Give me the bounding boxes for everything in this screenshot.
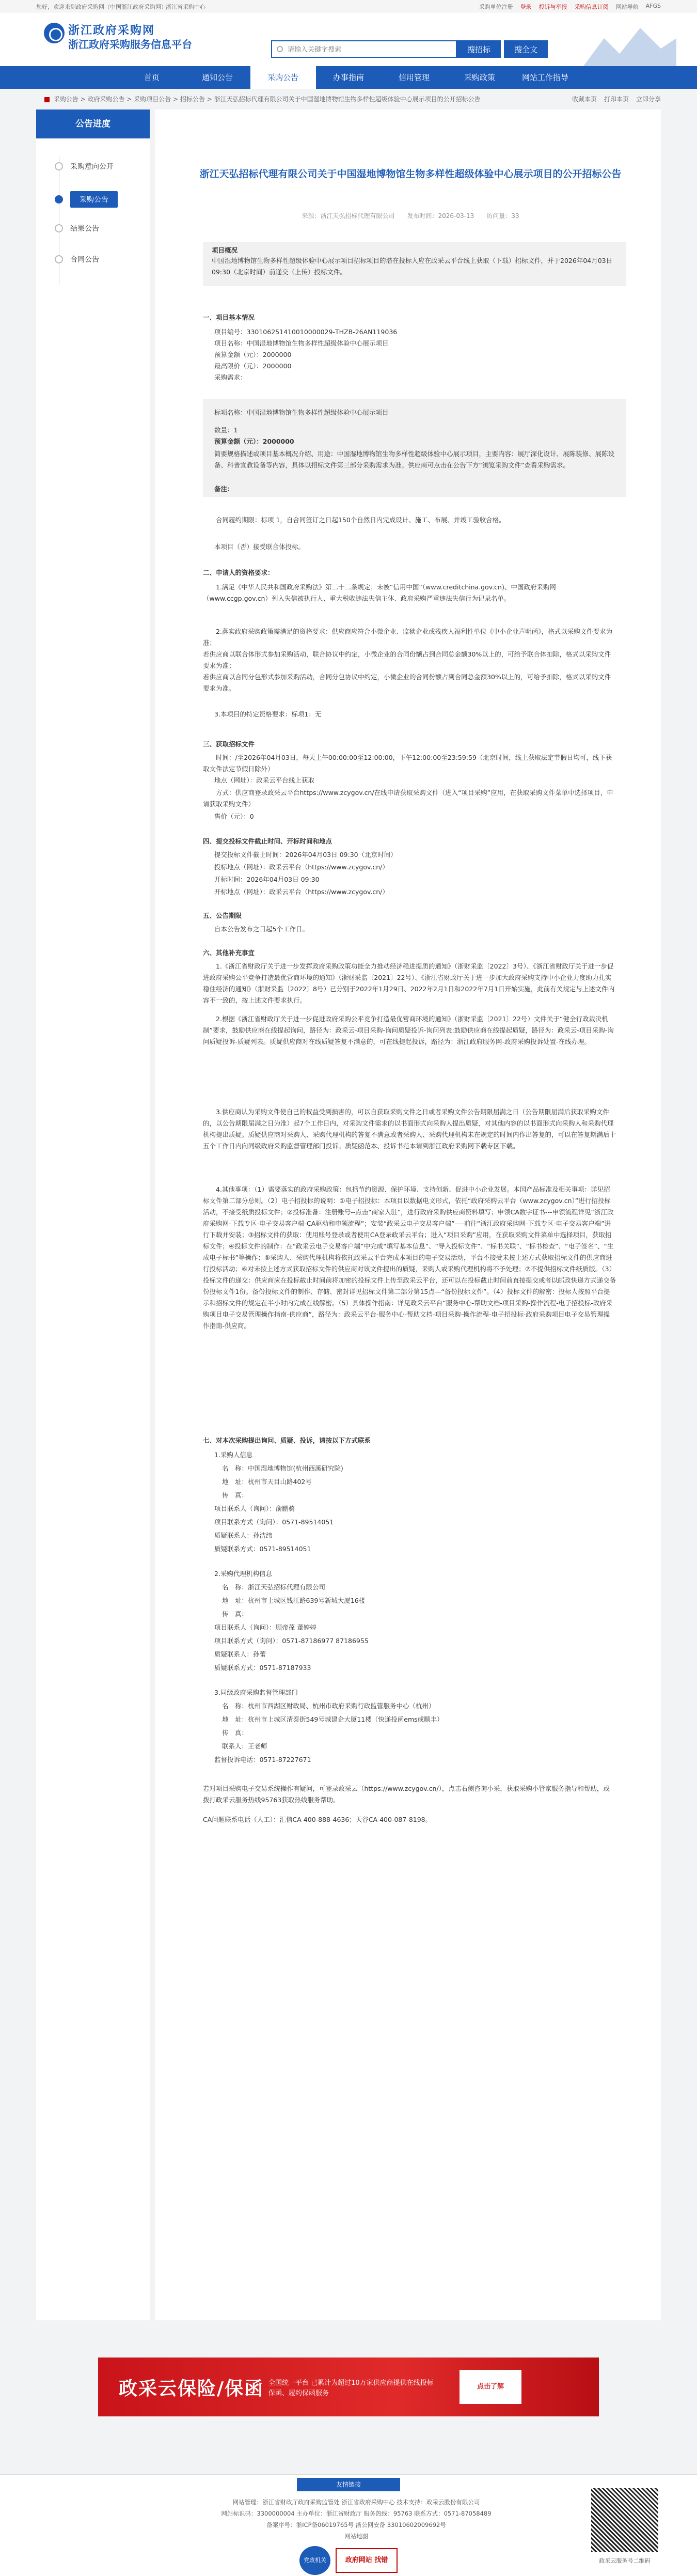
lot-name: 标项名称：中国湿地博物馆生物多样性超级体验中心展示项目 (214, 409, 389, 416)
qualification-1: 1.满足《中华人民共和国政府采购法》第二十二条规定；未被“信用中国”（www.creditchina.gov.cn)、中国政府采购网（www.ccgp.gov.cn）列入失信被执行人、重大税收违法失信主体、政府采购严重违法失信行为记录名单。 (203, 583, 556, 602)
nav-home[interactable]: 首页 (144, 73, 160, 82)
party-gov-badge-icon[interactable]: 党政机关 (299, 2546, 330, 2575)
max-price: 最高限价（元）：2000000 (214, 362, 292, 370)
contact-1-line: 名 称：中国湿地博物馆(杭州西溪研究院) (222, 1464, 343, 1472)
welcome-text: 您好，欢迎来到政府采购网（中国浙江政府采购网）·浙江省采购中心 (36, 4, 205, 10)
lot-qty: 数量：1 (214, 426, 238, 434)
breadcrumb (36, 89, 661, 110)
open-time: 开标时间：2026年04月03日 09:30 (214, 876, 320, 883)
nav-notices[interactable]: 通知公告 (201, 73, 233, 82)
footer-line: 网站标识码：3300000004 主办单位：浙江省财政厅 服务热线：95763 联系方式：0571-87058489 (221, 2510, 492, 2517)
qr-code-icon (591, 2488, 658, 2552)
sidebar-item-notice[interactable]: 采购公告 (55, 191, 118, 208)
footer-info (155, 2496, 558, 2542)
search-input[interactable] (272, 41, 456, 57)
get-time: 时间：/至2026年04月03日，每天上午00:00:00至12:00:00，下午12:00:00至23:59:59（北京时间，线上获取法定节假日均可，线下获取文件法定节假日除外） (203, 754, 612, 773)
get-place: 地点（网址）：政采云平台线上获取 (214, 776, 314, 784)
share-link[interactable]: 立即分享 (636, 96, 661, 103)
other-2: 2.根据《浙江省财政厅关于进一步促进政府采购公平竞争打造最优营商环境的通知》（浙财采监〔2021〕22号）文件关于“健全行政裁决机制”要求，鼓励供应商在线提起询问，路径为：政采云-项目采购-询问质疑投诉-询问列表:鼓励供应商在线提起质疑，路径为：政采云-项目采购-询问质疑投诉-质疑列表。质疑供应商对在线质疑答复不满意的，可在线提起投诉，路径为：浙江政府服务网-政府采购投诉处置-在线办理。 (203, 1015, 614, 1045)
get-price: 售价（元）：0 (214, 813, 254, 820)
other-1: 1.《浙江省财政厅关于进一步发挥政府采购政策功能全力推动经济稳进提质的通知》（浙财采监〔2022〕3号）、《浙江省财政厅关于进一步促进政府采购公平竞争打造最优营商环境的通知》（浙财采监〔2021〕22号）、《浙江省财政厅关于进一步加大政府采购支持中小企业力度助力扎实稳住经济的通知》（浙财采监〔2022〕8号）已分别于2022年1月29日、2022年2月1日和2022年7月1日开始实施，此前有关规定与上述文件内容不一致的，按上述文件要求执行。 (203, 962, 615, 1004)
footer (0, 2474, 697, 2576)
overview-text: 中国湿地博物馆生物多样性超级体验中心展示项目招标项目的潜在投标人应在政采云平台线上获取（下载）招标文件，并于2026年04月03日 09:30（北京时间）前递交（上传）投标文件。 (212, 257, 613, 276)
contact-1-line: 传 真： (222, 1491, 248, 1499)
top-link-login[interactable]: 登录 (520, 4, 532, 10)
contact-3-line: 地 址：杭州市上城区清泰街549号城建企大厦11楼（快递投函ems或顺丰） (222, 1715, 443, 1723)
search-box (271, 40, 457, 58)
sidebar-item-result[interactable]: 结果公告 (55, 223, 99, 233)
contact-2-line: 名 称：浙江天弘招标代理有限公司 (222, 1583, 326, 1591)
section-6: 六、其他补充事宜 (203, 949, 255, 957)
top-bar (0, 0, 697, 12)
section-5: 五、公告期限 (203, 912, 242, 919)
qr-caption: 政采云服务号二维码 (599, 2557, 651, 2564)
contact-3-title: 3.同级政府采购监督管理部门 (214, 1689, 298, 1696)
contact-3-line: 联系人：王老师 (222, 1742, 267, 1750)
qualification-3: 3.本项目的特定资格要求：标项1：无 (214, 710, 322, 718)
contact-3-line: 传 真： (222, 1729, 248, 1737)
contact-1-line: 项目联系人（询问）：俞鹏骑 (214, 1505, 295, 1512)
ad-title: 政采云保险/保函 (119, 2378, 264, 2399)
contact-1-title: 1.采购人信息 (214, 1451, 253, 1459)
timeline-dot (55, 255, 63, 263)
section-2: 二、申请人的资格要求： (203, 569, 274, 576)
contact-3-line: 监督投诉电话：0571-87227671 (214, 1756, 311, 1763)
contact-1-line: 质疑联系人：孙洁纬 (214, 1532, 273, 1539)
section-4: 四、提交投标文件截止时间、开标时间和地点 (203, 837, 332, 845)
project-code: 项目编号：330106251410010000029-THZB-26AN119036 (214, 328, 398, 336)
section-7: 七、对本次采购提出询问、质疑、投诉，请按以下方式联系 (203, 1437, 371, 1444)
progress-sidebar (36, 110, 150, 2320)
requirements-label: 采购需求： (214, 373, 247, 381)
project-name: 项目名称：中国湿地博物馆生物多样性超级体验中心展示项目 (214, 339, 389, 347)
nav-procurement[interactable]: 采购公告 (250, 66, 316, 89)
qualification-2: 2.落实政府采购政策需满足的资格要求：供应商应符合小微企业、监狱企业或残疾人福利性单位《中小企业声明函》，格式以采购文件要求为准； 若供应商以联合体形式参加采购活动，联合协议中约定，小微企业的合同份额占到合同总金额30%以上的，可给予联合体扣除，格式以采购文件要求为准； 若供应商以合同分包形式参加采购活动，合同分包协议中约定，小微企业的合同份额占到合同总金额30%以上的，可给予扣除，格式以采购文件要求为准。 (203, 628, 613, 692)
timeline-dot (55, 195, 63, 204)
lot-budget: 预算金额（元）：2000000 (214, 438, 294, 445)
breadcrumb-path[interactable]: 采购公告 > 政府采购公告 > 采购项目公告 > 招标公告 > 浙江天弘招标代理有限公司关于中国湿地博物馆生物多样性超级体验中心展示项目的公开招标公告 (53, 96, 481, 103)
contact-2-title: 2.采购代理机构信息 (214, 1570, 272, 1578)
budget: 预算金额（元）：2000000 (214, 351, 292, 358)
notice-content (155, 110, 661, 2320)
print-link[interactable]: 打印本页 (604, 96, 629, 103)
contract-period: 合同履约期限：标项 1，自合同签订之日起150个自然日内完成设计、施工、布展、并竣工验收合格。 (216, 516, 505, 524)
lot-memo: 备注： (214, 485, 234, 493)
page-title: 浙江天弘招标代理有限公司关于中国湿地博物馆生物多样性超级体验中心展示项目的公开招标公告 (199, 168, 622, 180)
nav-work[interactable]: 网站工作指导 (521, 73, 568, 82)
contact-2-line: 传 真： (222, 1610, 248, 1618)
bid-address: 投标地点（网址）：政采云平台（https://www.zcygov.cn/） (214, 863, 389, 871)
search-bid-button[interactable]: 搜招标 (457, 40, 501, 58)
sidebar-item-intent[interactable]: 采购意向公开 (55, 161, 114, 171)
top-link-sitemap[interactable]: 网站导航 (615, 4, 639, 10)
get-method: 方式：供应商登录政采云平台https://www.zcygov.cn/在线申请获取采购文件（进入“项目采购”应用，在获取采购文件菜单中选择项目，申请获取采购文件） (203, 789, 613, 808)
lot-description: 简要规格描述或项目基本概况介绍、用途：中国湿地博物馆生物多样性超级体验中心展示项目，主要内容：展厅深化设计、展陈装修、展陈设备、科普宣教设备等内容，具体以招标文件第三部分采购需求为准。供应商可点击在公告下方“浏览采购文件”查看采购需求。 (214, 450, 615, 469)
site-title[interactable]: 浙江政府采购网 (68, 24, 155, 37)
contact-1-line: 项目联系方式（询问）：0571-89514051 (214, 1518, 334, 1526)
contact-2-line: 质疑联系方式：0571-87187933 (214, 1664, 311, 1672)
footer-sitemap-link[interactable]: 网站地图 (344, 2533, 368, 2540)
friend-links-button[interactable]: 友情链接 (297, 2478, 400, 2491)
section-3: 三、获取招标文件 (203, 740, 255, 748)
notice-meta: 来源：浙江天弘招标代理有限公司 发布时间：2026-03-13 访问量：33 (302, 212, 519, 220)
top-link-subscribe[interactable]: 采购信息订阅 (574, 4, 609, 10)
union-bid: 本项目（否）接受联合体投标。 (214, 543, 305, 551)
nav-guide[interactable]: 办事指南 (332, 73, 364, 82)
contact-2-line: 项目联系方式（询问）：0571-87186977 87186955 (214, 1637, 369, 1645)
top-link-complaint[interactable]: 投诉与举报 (538, 4, 567, 10)
contact-2-line: 质疑联系人：孙蕾 (214, 1650, 266, 1658)
nav-credit[interactable]: 信用管理 (398, 73, 430, 82)
notice-period: 自本公告发布之日起5个工作日。 (214, 925, 309, 933)
contact-3-line: 名 称：杭州市西湖区财政局、杭州市政府采购行政监管服务中心（杭州） (222, 1702, 435, 1710)
overview-title: 项目概况 (212, 246, 238, 254)
open-address: 开标地点（网址）：政采云平台（https://www.zcygov.cn/） (214, 888, 389, 896)
tail-note-2: CA问题联系电话（人工）：汇信CA 400-888-4636；天谷CA 400-087-8198。 (203, 1816, 432, 1823)
timeline-dot (55, 224, 63, 232)
ad-cta-button[interactable]: 点击了解 (460, 2370, 521, 2404)
nav-policy[interactable]: 采购政策 (464, 73, 495, 82)
section-1: 一、项目基本情况 (203, 314, 255, 321)
tail-note-1: 若对项目采购电子交易系统操作有疑问，可登录政采云（https://www.zcygov.cn/），点击右侧咨询小采，获取采购小管家服务指导和帮助，或拨打政采云服务热线95763获取热线服务帮助。 (203, 1785, 610, 1804)
sidebar-title: 公告进度 (36, 110, 150, 138)
contact-2-line: 项目联系人（询问）：顾帝葆 董婷婷 (214, 1623, 316, 1631)
home-icon[interactable] (44, 97, 50, 102)
mountain-decoration-icon (583, 23, 676, 66)
contact-1-line: 地 址：杭州市天目山路402号 (222, 1478, 312, 1486)
ad-banner[interactable] (98, 2358, 599, 2416)
sidebar-item-contract[interactable]: 合同公告 (55, 254, 99, 264)
site-logo-icon[interactable] (44, 23, 65, 43)
other-3: 3.供应商认为采购文件使自己的权益受到损害的，可以自获取采购文件之日或者采购文件公告期限届满之日（公告期限届满后获取采购文件的，以公告期限届满之日为准）起7个工作日内，对采购文件需求的以书面形式向采购人提出质疑，对其他内容的以书面形式向采购人和采购代理机构提出质疑。质疑供应商对采购人、采购代理机构的答复不满意或者采购人、采购代理机构未在规定的时间内作出答复的，可以在答复期满后十五个工作日内向同级政府采购监督管理部门投诉。质疑函范本、投诉书范本请到浙江政府采购网下载专区下载。 (203, 1108, 616, 1150)
favorite-link[interactable]: 收藏本页 (572, 96, 597, 103)
deadline: 提交投标文件截止时间：2026年04月03日 09:30（北京时间） (214, 851, 397, 858)
ad-subtitle: 全国统一平台 已累计为超过10万家供应商提供在线投标保函、履约保函服务 (268, 2379, 434, 2397)
footer-line: 网站管理：浙江省财政厅政府采购监管处 浙江省政府采购中心 技术支持：政采云股份有限公司 (232, 2499, 480, 2506)
other-4: 4.其他事项：（1）需要落实的政府采购政策：包括节约资源、保护环境、支持创新、促进中小企业发展。本国产品标准及相关事项：详见招标文件第二部分总则。（2）电子招投标的说明：①电子招投标：本项目以数据电文形式，依托“政府采购云平台（www.zcygov.cn）”进行招投标活动，不接受纸质投标文件；②投标准备：注册账号--点击“商家入驻”，进行政府采购供应商资料填写；申领CA数字证书---申领流程详见“浙江政府采购网-下载专区-电子交易客户端-CA驱动和申领流程”；安装“政采云电子交易客户端”----前往“浙江政府采购网-下载专区-电子交易客户端”进行下载并安装；③招标文件的获取：使用账号登录或者使用CA登录政采云平台；进入“项目采购”应用，在获取采购文件菜单中选择项目，获取招标文件；④投标文件的制作：在“政采云电子交易客户端”中完成“填写基本信息”、“导入投标文件”、“标书关联”、“标书检查”、“电子签名”、“生成电子标书”等操作；⑤采购人、采购代理机构将依托政采云平台完成本项目的电子交易活动，平台不接受未按上述方式获取招标文件的供应商进行投标活动；⑥对未按上述方式获取招标文件的供应商对该文件提出的质疑，采购人或采购代理机构将不予处理；⑦不提供招标文件纸质版。（3）投标文件的递交：供应商应在投标截止时间前将加密的投标文件上传至政采云平台，还可以在投标截止时间前直接提交或者以邮政快递方式递交备份投标文件1份。备份投标文件的制作、存储、密封详见招标文件第二部分第15点—“备份投标文件”。（4）投标文件的解密：投标人按照平台提示和招标文件的规定在半小时内完成在线解密。（5）具体操作指南：详见政采云平台“服务中心-帮助文档-项目采购-操作流程-电子招投标-政府采购项目电子交易管理操作指南-供应商”，路径为：政采云平台-服务中心-帮助文档-项目采购-操作流程-电子招投标-政府采购项目电子交易管理操作指南-供应商。 (203, 1185, 616, 1330)
main-nav (0, 66, 697, 89)
top-link-afgs[interactable]: AFGS (645, 3, 661, 9)
timeline-dot (55, 162, 63, 170)
footer-line: 备案序号：浙ICP备06019765号 浙公网安备 33010602009692号 (266, 2521, 446, 2528)
search-fulltext-button[interactable]: 搜全文 (504, 40, 548, 58)
contact-1-line: 质疑联系方式：0571-89514051 (214, 1545, 311, 1553)
site-subtitle[interactable]: 浙江政府采购服务信息平台 (68, 38, 192, 51)
search-icon (277, 46, 283, 52)
top-link-register[interactable]: 采购单位注册 (479, 4, 513, 10)
contact-2-line: 地 址：杭州市上城区钱江路639号新城大厦16楼 (222, 1597, 366, 1604)
site-error-report-badge[interactable]: 政府网站 找错 (336, 2548, 398, 2573)
